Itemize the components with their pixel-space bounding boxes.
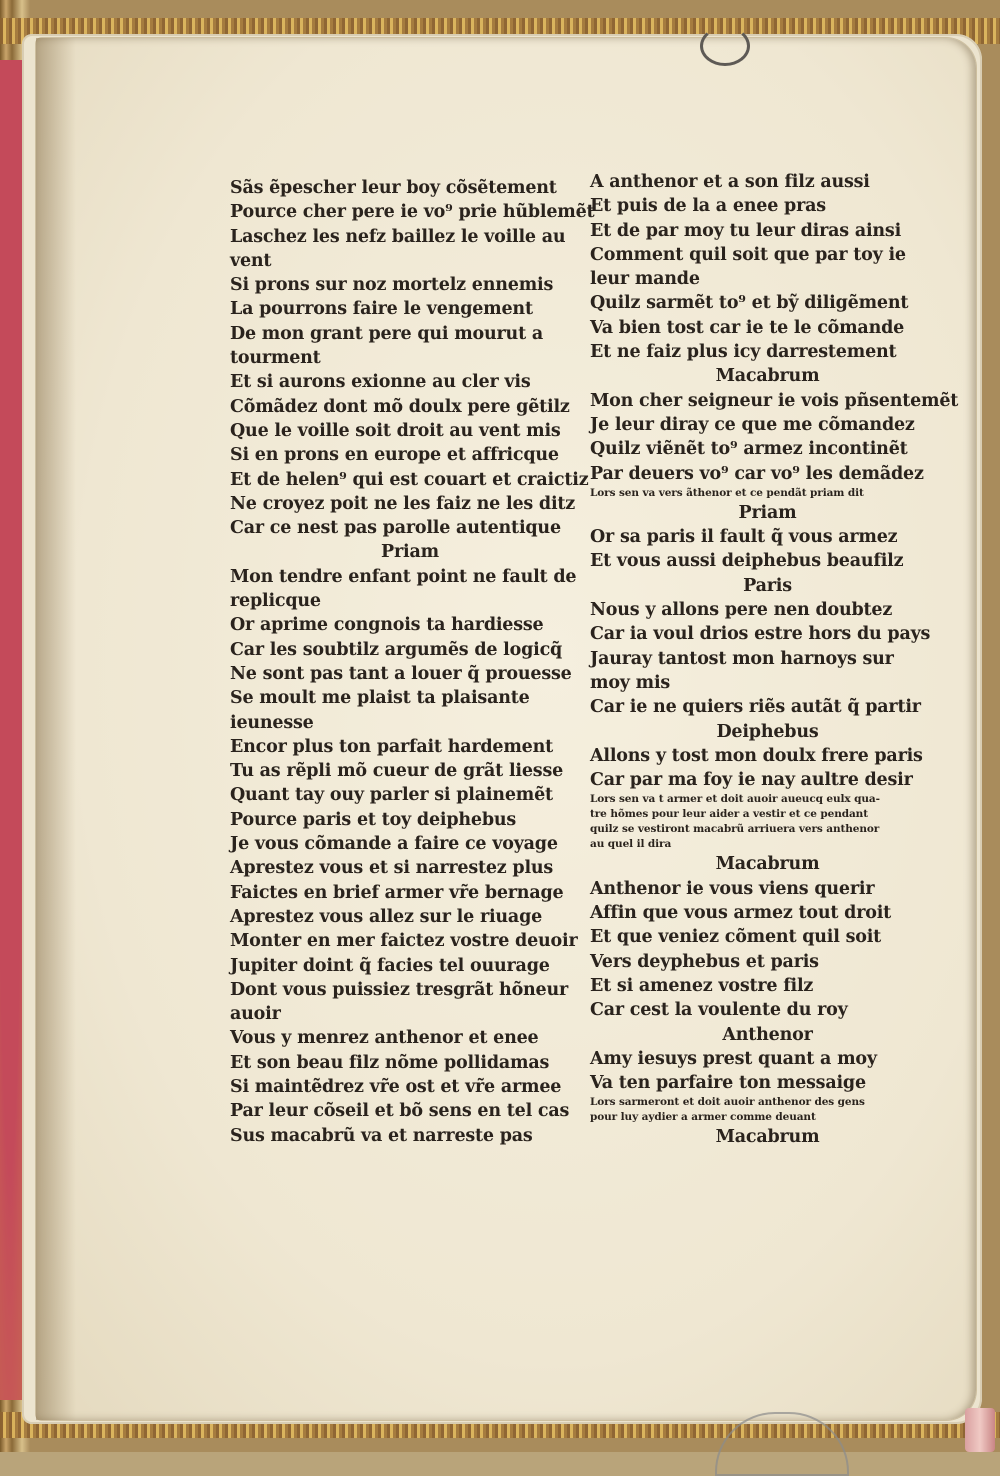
verse-line: auoir [230,1004,281,1025]
verse-line: Sus macabrũ va et narreste pas [230,1125,533,1146]
right-column [590,170,959,1150]
verse-line: Jauray tantost mon harnoys sur [590,648,894,669]
verse-line: Anthenor ie vous viens querir [590,878,875,899]
verse-line: A anthenor et a son filz aussi [590,172,870,192]
speaker-heading: Anthenor [722,1024,813,1045]
verse-line: Monter en mer faictez vostre deuoir [230,931,578,952]
stage-direction: Lors sen va vers ãthenor et ce pendãt priam dit [590,486,864,499]
verse-line: Car par ma foy ie nay aultre desir [590,770,913,791]
verse-line: Dont vous puissiez tresgrãt hõneur [230,979,569,1000]
verse-line: Or aprime congnois ta hardiesse [230,615,544,636]
speaker-heading: Priam [381,542,439,563]
verse-line: Or sa paris il fault q̃ vous armez [590,527,898,548]
verse-line: Et son beau filz nõme pollidamas [230,1052,550,1073]
verse-line: Et de par moy tu leur diras ainsi [590,220,902,241]
verse-line: replicque [230,591,321,612]
left-column [230,176,595,1148]
verse-line: Et ne faiz plus icy darrestement [590,342,897,363]
verse-line: Allons y tost mon doulx frere paris [590,745,923,766]
speaker-heading: Macabrum [715,854,820,875]
verse-line: Quilz viẽnẽt to⁹ armez incontinẽt [590,439,908,460]
verse-line: Si en prons en europe et affricque [230,445,559,466]
verse-line: Quant tay ouy parler si plainemẽt [230,785,553,806]
verse-line: Par leur cõseil et bõ sens en tel cas [230,1101,570,1122]
verse-line: Et puis de la a enee pras [590,196,826,217]
verse-line: Cõmãdez dont mõ doulx pere gẽtilz [230,396,570,417]
verse-line: La pourrons faire le vengement [230,299,533,320]
speaker-heading: Macabrum [715,1127,820,1148]
verse-line: Si maintẽdrez vr̃e ost et vr̃e armee [230,1076,562,1097]
verse-line: Pource cher pere ie vo⁹ prie hũblemẽt [230,202,595,223]
verse-line: Si prons sur noz mortelz ennemis [230,275,554,296]
verse-line: Ne croyez poit ne les faiz ne les ditz [230,493,576,514]
verse-line: Par deuers vo⁹ car vo⁹ les demãdez [590,463,924,484]
speaker-heading: Deiphebus [716,721,819,742]
speaker-heading: Macabrum [715,366,820,387]
stage-direction: Lors sarmeront et doit auoir anthenor des gens [590,1096,865,1109]
stage-direction: quilz se vestiront macabrũ arriuera vers anthenor [590,823,880,836]
stage-direction: au quel il dira [590,838,672,851]
verse-line: Laschez les nefz baillez le voille au [230,226,566,247]
verse-line: vent [230,250,272,271]
gutter-shadow [36,38,76,1420]
verse-line: Mon tendre enfant point ne fault de [230,566,577,587]
verse-line: Amy iesuys prest quant a moy [590,1048,877,1069]
verse-line: Et de helen⁹ qui est couart et craictiz [230,469,589,490]
verse-line: Je vous cõmande a faire ce voyage [230,834,558,855]
verse-line: Va bien tost car ie te le cõmande [590,317,905,338]
verse-line: Nous y allons pere nen doubtez [590,600,893,621]
verse-line: Se moult me plaist ta plaisante [230,688,530,709]
verse-line: Ne sont pas tant a louer q̃ prouesse [230,663,572,684]
verse-line: ieunesse [230,712,314,733]
verse-line: Affin que vous armez tout droit [590,903,892,924]
verse-line: Car les soubtilz argumẽs de logicq̃ [230,639,563,660]
verse-line: Et si amenez vostre filz [590,975,814,996]
stage-direction: Lors sen va t armer et doit auoir aueucq eulx qua- [590,793,880,806]
verse-line: Jupiter doint q̃ facies tel ouurage [230,955,550,976]
verse-line: Tu as rẽpli mõ cueur de grãt liesse [230,761,564,782]
verse-line: Comment quil soit que par toy ie [590,244,906,265]
verse-line: Quilz sarmẽt to⁹ et bỹ diligẽment [590,293,909,314]
verse-line: De mon grant pere qui mourut a [230,323,543,344]
stage-direction: tre hõmes pour leur aider a vestir et ce pendant [590,808,868,821]
verse-line: Aprestez vous et si narrestez plus [230,858,554,879]
page-clip [700,26,750,66]
speaker-heading: Paris [743,575,792,596]
verse-line: moy mis [590,672,671,693]
verse-line: Vers deyphebus et paris [590,951,819,972]
stage-direction: pour luy aydier a armer comme deuant [590,1111,816,1124]
verse-line: Que le voille soit droit au vent mis [230,420,561,441]
verse-line: Car ie ne quiers riẽs autãt q̃ partir [590,697,921,718]
verse-line: Et vous aussi deiphebus beaufilz [590,551,904,572]
verse-line: Aprestez vous allez sur le riuage [230,906,543,927]
verse-line: Vous y menrez anthenor et enee [230,1028,539,1049]
verse-line: Je leur diray ce que me cõmandez [590,414,915,435]
verse-line: Faictes en brief armer vr̃e bernage [230,882,564,903]
verse-line: Sãs ẽpescher leur boy cõsẽtement [230,178,557,198]
verse-line: Car cest la voulente du roy [590,1000,848,1021]
verse-line: Pource paris et toy deiphebus [230,809,517,830]
speaker-heading: Priam [738,502,797,523]
verse-line: tourment [230,348,321,369]
verse-line: Et si aurons exionne au cler vis [230,372,531,393]
verse-line: Mon cher seigneur ie vois pñsentemẽt [590,390,959,411]
verse-line: Car ia voul drios estre hors du pays [590,624,931,645]
verse-line: Car ce nest pas parolle autentique [230,518,561,539]
verse-line: Va ten parfaire ton messaige [590,1073,866,1094]
bookmark-ribbon [965,1408,995,1452]
verse-line: Et que veniez cõment quil soit [590,927,882,948]
verse-line: leur mande [590,269,700,290]
verse-line: Encor plus ton parfait hardement [230,736,554,757]
